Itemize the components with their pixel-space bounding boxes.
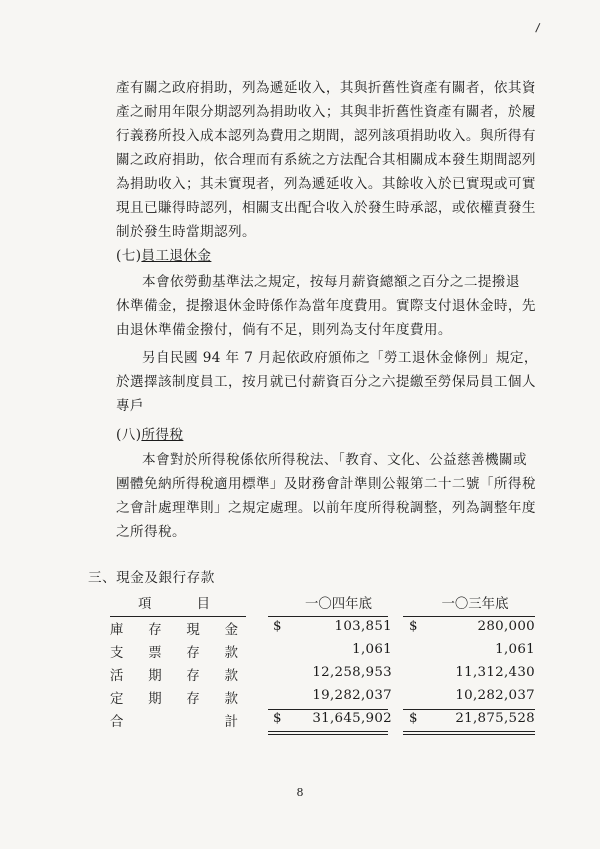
table-rule [403, 709, 535, 710]
text-line: 為捐助收入；其未實現者，列為遞延收入。其餘收入於已實現或可實 [116, 176, 536, 192]
section-heading-pension [116, 244, 211, 268]
section-title: 員工退休金 [141, 248, 212, 264]
value-2014: 1,061 [495, 642, 535, 657]
label-char: 庫 [110, 623, 124, 638]
currency-symbol: $ [273, 619, 282, 634]
row-label [110, 688, 238, 707]
header-item-char: 目 [196, 597, 210, 612]
text-line: 行義務所投入成本認列為費用之期間，認列該項捐助收入。與所得有 [116, 128, 536, 144]
table-rule [403, 616, 535, 617]
label-char: 支 [110, 646, 124, 661]
section-heading-income-tax [116, 423, 183, 447]
currency-symbol: $ [409, 711, 418, 726]
header-item-char: 項 [138, 597, 152, 612]
label-char: 款 [224, 692, 238, 707]
text-line: 於選擇該制度員工，按月就已付薪資百分之六提繳至勞保局員工個人 [116, 374, 536, 390]
paragraph-income-tax [116, 448, 548, 544]
row-label [110, 665, 238, 684]
text-line: 產之耐用年限分期認列為捐助收入；其與非折舊性資產有關者，於履 [116, 104, 536, 120]
table-rule [268, 616, 388, 617]
label-char: 計 [224, 715, 238, 730]
label-char: 存 [148, 623, 162, 638]
label-char: 存 [186, 692, 200, 707]
table-row [110, 688, 535, 711]
row-label [110, 642, 238, 661]
row-label [110, 711, 238, 730]
row-label [110, 619, 238, 638]
section-number: (七) [116, 248, 142, 264]
table-rule [110, 616, 246, 617]
text-line: 本會依勞動基準法之規定，按每月薪資總額之百分之二提撥退 [142, 274, 520, 290]
value-2015: 1,061 [352, 642, 392, 657]
label-char: 存 [186, 669, 200, 684]
table-rule [268, 709, 388, 710]
value-2015: 19,282,037 [312, 688, 392, 703]
value-2015: 103,851 [334, 619, 392, 634]
text-line: 休準備金，提撥退休金時係作為當年度費用。實際支付退休金時，先 [116, 298, 536, 314]
text-line: 另自民國 94 年 7 月起依政府頒佈之「勞工退休金條例」規定， [142, 350, 538, 366]
value-2014: 10,282,037 [455, 688, 535, 703]
scan-mark [535, 23, 546, 35]
table-row [110, 665, 535, 688]
value-2014: 21,875,528 [455, 711, 535, 726]
table-rule-double [403, 734, 535, 735]
table-rule-double [403, 731, 535, 732]
cash-table [110, 593, 535, 734]
label-char: 期 [148, 669, 162, 684]
text-line: 產有關之政府捐助，列為遞延收入，其與折舊性資產有關者，依其資 [116, 80, 536, 96]
label-char: 票 [148, 646, 162, 661]
label-char: 活 [110, 669, 124, 684]
paragraph-pension-2 [116, 346, 548, 418]
text-line: 關之政府捐助，依合理而有系統之方法配合其相關成本發生期間認列 [116, 152, 536, 168]
page-number: 8 [296, 786, 304, 799]
section-number: (八) [116, 427, 142, 443]
currency-symbol: $ [273, 711, 282, 726]
value-2014: 11,312,430 [455, 665, 535, 680]
table-rule-double [268, 731, 388, 732]
table-rule-double [268, 734, 388, 735]
label-char: 現 [186, 623, 200, 638]
section-title-cash: 三、現金及銀行存款 [88, 570, 215, 586]
table-row [110, 642, 535, 665]
currency-symbol: $ [409, 619, 418, 634]
value-2014: 280,000 [477, 619, 535, 634]
value-2015: 12,258,953 [312, 665, 392, 680]
label-char: 款 [224, 646, 238, 661]
text-line: 本會對於所得稅係依所得稅法、「教育、文化、公益慈善機關或 [142, 452, 528, 468]
text-line: 之所得稅。 [116, 524, 186, 540]
header-year-2014: 一〇三年底 [441, 597, 509, 612]
label-char: 期 [148, 692, 162, 707]
text-line: 由退休準備金撥付，倘有不足，則列為支付年度費用。 [116, 322, 452, 338]
paragraph-pension-1 [116, 270, 548, 342]
paragraph-government-grants [116, 76, 548, 244]
label-char: 存 [186, 646, 200, 661]
text-line: 之會計處理準則」之規定處理。以前年度所得稅調整，列為調整年度 [116, 500, 536, 516]
label-char: 款 [224, 669, 238, 684]
header-year-2015: 一〇四年底 [305, 597, 372, 612]
label-char: 定 [110, 692, 124, 707]
text-line: 專戶 [116, 398, 144, 414]
label-char: 金 [224, 623, 238, 638]
value-2015: 31,645,902 [312, 711, 392, 726]
table-row [110, 619, 535, 642]
text-line: 制於發生時當期認列。 [116, 224, 256, 240]
header-item [138, 593, 210, 612]
text-line: 現且已賺得時認列，相關支出配合收入於發生時承認，或依權責發生 [116, 200, 536, 216]
text-line: 團體免納所得稅適用標準」及財務會計準則公報第二十二號「所得稅 [116, 476, 536, 492]
label-char: 合 [110, 715, 124, 730]
section-title: 所得稅 [141, 427, 184, 443]
